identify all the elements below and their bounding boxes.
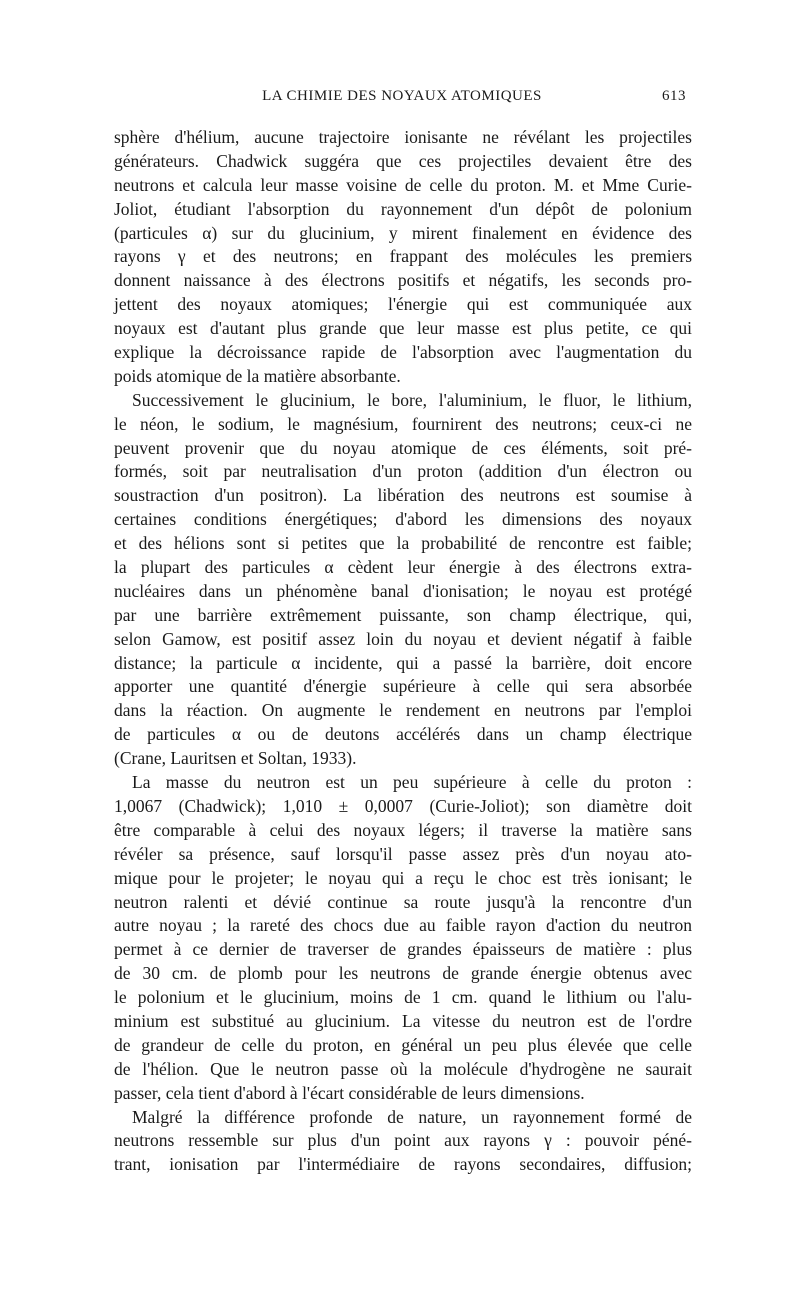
text-line: selon Gamow, est positif assez loin du noyau et devient négatif à faible xyxy=(114,628,692,649)
text-line: La masse du neutron est un peu supérieure à celle du proton : xyxy=(132,772,692,793)
text-line: être comparable à celui des noyaux légers; il traverse la matière sans xyxy=(114,819,692,840)
text-line: explique la décroissance rapide de l'absorption avec l'augmentation du xyxy=(114,342,692,363)
text-line: de grandeur de celle du proton, en général un peu plus élevée que celle xyxy=(114,1034,692,1055)
text-line: passer, cela tient d'abord à l'écart considérable de leurs dimensions. xyxy=(114,1082,585,1103)
text-line: apporter une quantité d'énergie supérieure à celle qui sera absorbée xyxy=(114,676,692,697)
text-line: Joliot, étudiant l'absorption du rayonnement d'un dépôt de polonium xyxy=(114,198,692,219)
text-line: mique pour le projeter; le noyau qui a reçu le choc est très ionisant; le xyxy=(114,867,692,888)
text-line: rayons γ et des neutrons; en frappant des molécules les premiers xyxy=(114,246,692,267)
text-line: sphère d'hélium, aucune trajectoire ionisante ne révélant les projectiles xyxy=(114,127,692,147)
text-line: poids atomique de la matière absorbante. xyxy=(114,365,401,386)
text-line: 1,0067 (Chadwick); 1,010 ± 0,0007 (Curie-Joliot); son diamètre doit xyxy=(114,795,692,816)
text-line: neutron ralenti et dévié continue sa route jusqu'à la rencontre d'un xyxy=(114,891,692,912)
text-line: autre noyau ; la rareté des chocs due au faible rayon d'action du neutron xyxy=(114,915,692,936)
text-line: noyaux est d'autant plus grande que leur masse est plus petite, ce qui xyxy=(114,318,692,339)
text-line: et des hélions sont si petites que la probabilité de rencontre est faible; xyxy=(114,533,692,554)
text-line: minium est substitué au glucinium. La vitesse du neutron est de l'ordre xyxy=(114,1010,692,1031)
text-line: neutrons et calcula leur masse voisine de celle du proton. M. et Mme Curie- xyxy=(114,174,692,195)
text-line: révéler sa présence, sauf lorsqu'il passe assez près d'un noyau ato- xyxy=(114,843,692,864)
text-line: le polonium et le glucinium, moins de 1 cm. quand le lithium ou l'alu- xyxy=(114,987,692,1008)
text-line: formés, soit par neutralisation d'un proton (addition d'un électron ou xyxy=(114,461,692,482)
text-line: de particules α ou de deutons accélérés dans un champ électrique xyxy=(114,724,692,745)
text-line: nucléaires dans un phénomène banal d'ionisation; le noyau est protégé xyxy=(114,580,692,601)
text-line: la plupart des particules α cèdent leur énergie à des électrons extra- xyxy=(114,557,692,578)
text-line: jettent des noyaux atomiques; l'énergie qui est communiquée aux xyxy=(114,294,692,315)
page-header xyxy=(118,88,686,112)
text-line: dans la réaction. On augmente le rendement en neutrons par l'emploi xyxy=(114,700,692,721)
text-line: générateurs. Chadwick suggéra que ces projectiles devaient être des xyxy=(114,150,692,171)
text-line: peuvent provenir que du noyau atomique de ces éléments, soit pré- xyxy=(114,437,692,458)
text-line: donnent naissance à des électrons positifs et négatifs, les seconds pro- xyxy=(114,270,692,291)
text-line: certaines conditions énergétiques; d'abord les dimensions des noyaux xyxy=(114,509,692,530)
text-line: de 30 cm. de plomb pour les neutrons de grande énergie obtenus avec xyxy=(114,963,692,984)
page-number: 613 xyxy=(662,88,686,104)
text-line: Malgré la différence profonde de nature, un rayonnement formé de xyxy=(132,1106,692,1127)
text-line: de l'hélion. Que le neutron passe où la molécule d'hydrogène ne saurait xyxy=(114,1058,692,1079)
text-line: trant, ionisation par l'intermédiaire de rayons secondaires, diffusion; xyxy=(114,1154,692,1175)
running-title: LA CHIMIE DES NOYAUX ATOMIQUES xyxy=(262,88,542,104)
text-line: Successivement le glucinium, le bore, l'aluminium, le fluor, le lithium, xyxy=(132,389,692,410)
text-line: distance; la particule α incidente, qui a passé la barrière, doit encore xyxy=(114,652,692,673)
text-line: (Crane, Lauritsen et Soltan, 1933). xyxy=(114,748,357,769)
text-line: neutrons ressemble sur plus d'un point aux rayons γ : pouvoir péné- xyxy=(114,1130,692,1151)
text-line: par une barrière extrêmement puissante, son champ électrique, qui, xyxy=(114,604,692,625)
text-line: (particules α) sur du glucinium, y mirent finalement en évidence des xyxy=(114,222,692,243)
text-line: permet à ce dernier de traverser de grandes épaisseurs de matière : plus xyxy=(114,939,692,960)
text-line: le néon, le sodium, le magnésium, fournirent des neutrons; ceux-ci ne xyxy=(114,413,692,434)
text-line: soustraction d'un positron). La libération des neutrons est soumise à xyxy=(114,485,692,506)
body-text xyxy=(114,126,692,1177)
